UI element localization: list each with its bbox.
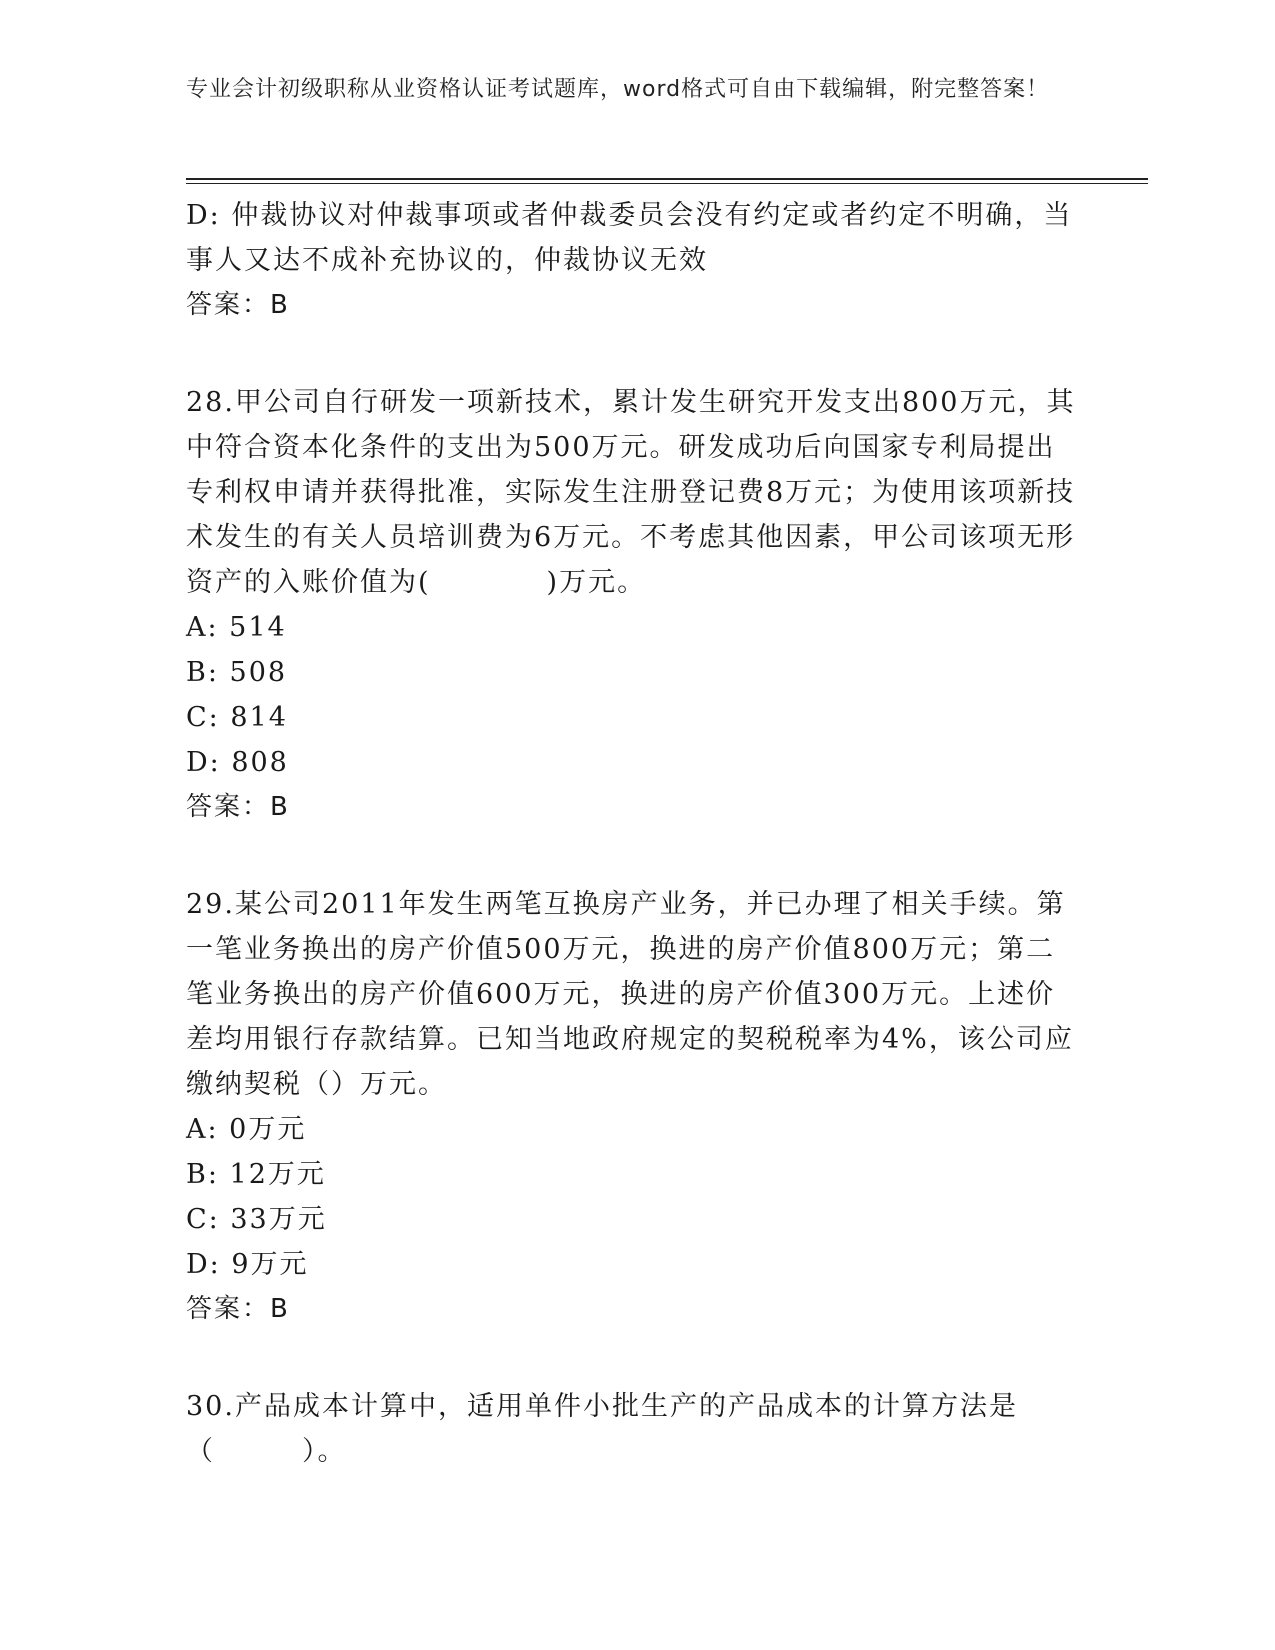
question-28 (186, 380, 1076, 830)
option-a: A: 0万元 (186, 1114, 307, 1145)
header-rule-thick (186, 178, 1148, 180)
answer: 答案：B (186, 1294, 290, 1324)
question-content (186, 193, 1076, 1474)
option-d: D: 9万元 (186, 1249, 309, 1280)
question-29 (186, 882, 1076, 1332)
option-c: C: 814 (186, 702, 288, 733)
prev-question-answer: 答案：B (186, 290, 290, 320)
option-b: B: 508 (186, 657, 288, 688)
answer: 答案：B (186, 792, 290, 822)
option-a: A: 514 (186, 612, 287, 643)
option-d: D: 808 (186, 747, 289, 778)
question-stem: 30.产品成本计算中，适用单件小批生产的产品成本的计算方法是（ ）。 (186, 1391, 1018, 1467)
page-header: 专业会计初级职称从业资格认证考试题库，word格式可自由下载编辑，附完整答案！ (186, 77, 1050, 102)
spacer (186, 328, 1076, 380)
question-30 (186, 1384, 1076, 1474)
option-b: B: 12万元 (186, 1159, 326, 1190)
header-rule-thin (186, 183, 1148, 184)
question-stem: 28.甲公司自行研发一项新技术，累计发生研究开发支出800万元，其中符合资本化条件的支出为500万元。研发成功后向国家专利局提出专利权申请并获得批准，实际发生注册登记费8万元；为使用该项新技术发生的有关人员培训费为6万元。不考虑其他因素，甲公司该项无形资产的入账价值为( )万元。 (186, 387, 1076, 598)
spacer (186, 1332, 1076, 1384)
option-c: C: 33万元 (186, 1204, 327, 1235)
question-stem: 29.某公司2011年发生两笔互换房产业务，并已办理了相关手续。第一笔业务换出的房产价值500万元，换进的房产价值800万元；第二笔业务换出的房产价值600万元，换进的房产价值300万元。上述价差均用银行存款结算。已知当地政府规定的契税税率为4%，该公司应缴纳契税（）万元。 (186, 889, 1074, 1100)
spacer (186, 830, 1076, 882)
prev-question-option-d: D: 仲裁协议对仲裁事项或者仲裁委员会没有约定或者约定不明确，当事人又达不成补充协议的，仲裁协议无效 (186, 200, 1073, 276)
